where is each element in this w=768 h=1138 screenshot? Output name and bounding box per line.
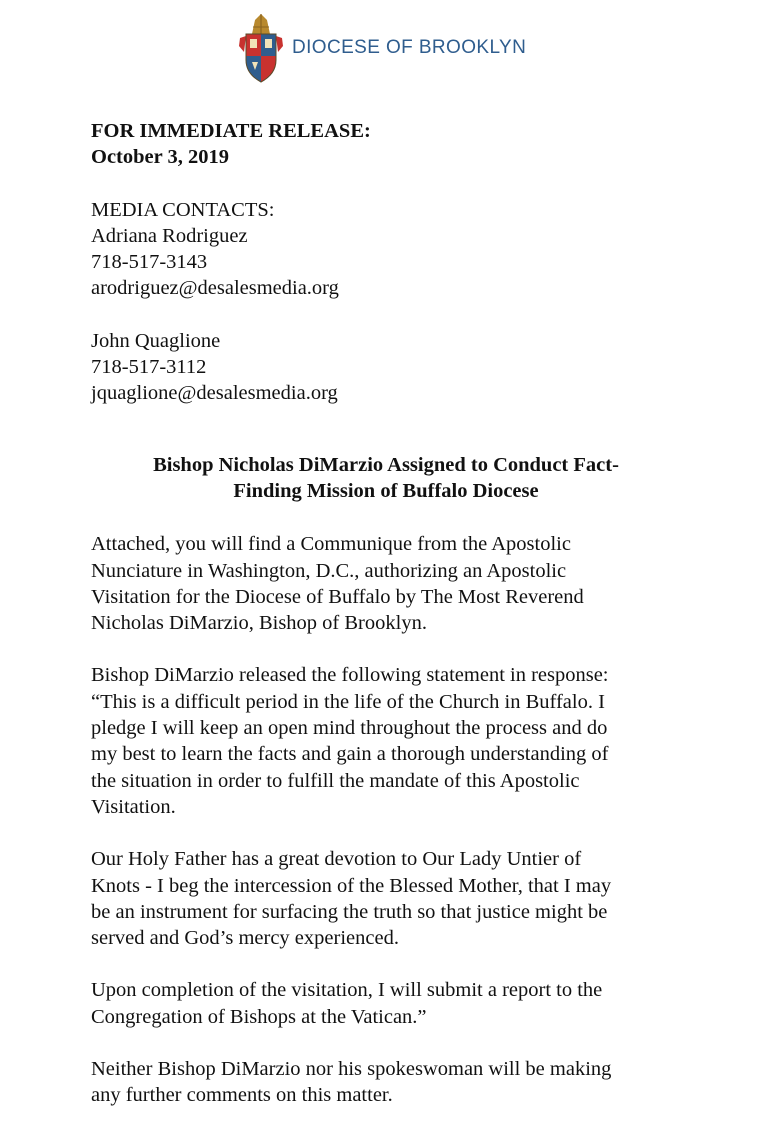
press-release [91,118,691,1109]
release-date: October 3, 2019 [91,146,229,169]
paragraph-line: Our Holy Father has a great devotion to Our Lady Untier of [91,848,582,871]
paragraph-line: be an instrument for surfacing the truth so that justice might be [91,900,608,923]
contact-email[interactable]: arodriguez@desalesmedia.org [91,277,339,300]
headline-line: Finding Mission of Buffalo Diocese [233,479,539,502]
release-label: FOR IMMEDIATE RELEASE: [91,120,371,142]
body-paragraph [91,662,671,820]
paragraph-line: Attached, you will find a Communique from the Apostolic [91,533,571,556]
paragraph-line: served and God’s mercy experienced. [91,927,399,950]
contacts-heading: MEDIA CONTACTS: [91,198,275,221]
contact-phone: 718-517-3112 [91,356,207,379]
org-name: DIOCESE OF BROOKLYN [292,37,527,58]
paragraph-line: Bishop DiMarzio released the following statement in response: [91,664,609,687]
paragraph-line: Nicholas DiMarzio, Bishop of Brooklyn. [91,612,427,635]
paragraph-line: “This is a difficult period in the life of the Church in Buffalo. I [91,690,605,713]
paragraph-line: pledge I will keep an open mind throughout the process and do [91,717,608,740]
paragraph-line: Congregation of Bishops at the Vatican.” [91,1005,427,1028]
body-paragraph [91,531,671,636]
contact-phone: 718-517-3143 [91,251,208,274]
headline [91,452,681,505]
paragraph-line: Upon completion of the visitation, I will submit a report to the [91,979,603,1002]
paragraph-line: my best to learn the facts and gain a thorough understanding of [91,743,609,766]
paragraph-line: Neither Bishop DiMarzio nor his spokeswoman will be making [91,1058,612,1081]
paragraph-line: Nunciature in Washington, D.C., authorizing an Apostolic [91,559,567,582]
headline-line: Bishop Nicholas DiMarzio Assigned to Conduct Fact- [153,453,619,476]
paragraph-line: any further comments on this matter. [91,1084,393,1107]
body-paragraph [91,846,671,951]
diocese-coat-of-arms-icon [238,12,284,84]
contact-name: John Quaglione [91,329,221,352]
paragraph-line: the situation in order to fulfill the mandate of this Apostolic [91,769,580,792]
contact-email[interactable]: jquaglione@desalesmedia.org [91,382,338,405]
contact-name: Adriana Rodriguez [91,224,248,247]
paragraph-line: Visitation. [91,795,176,818]
paragraph-line: Knots - I beg the intercession of the Blessed Mother, that I may [91,874,612,897]
diocese-logo [238,12,526,84]
body-paragraph [91,977,671,1030]
body-paragraph [91,1056,671,1109]
paragraph-line: Visitation for the Diocese of Buffalo by The Most Reverend [91,585,584,608]
